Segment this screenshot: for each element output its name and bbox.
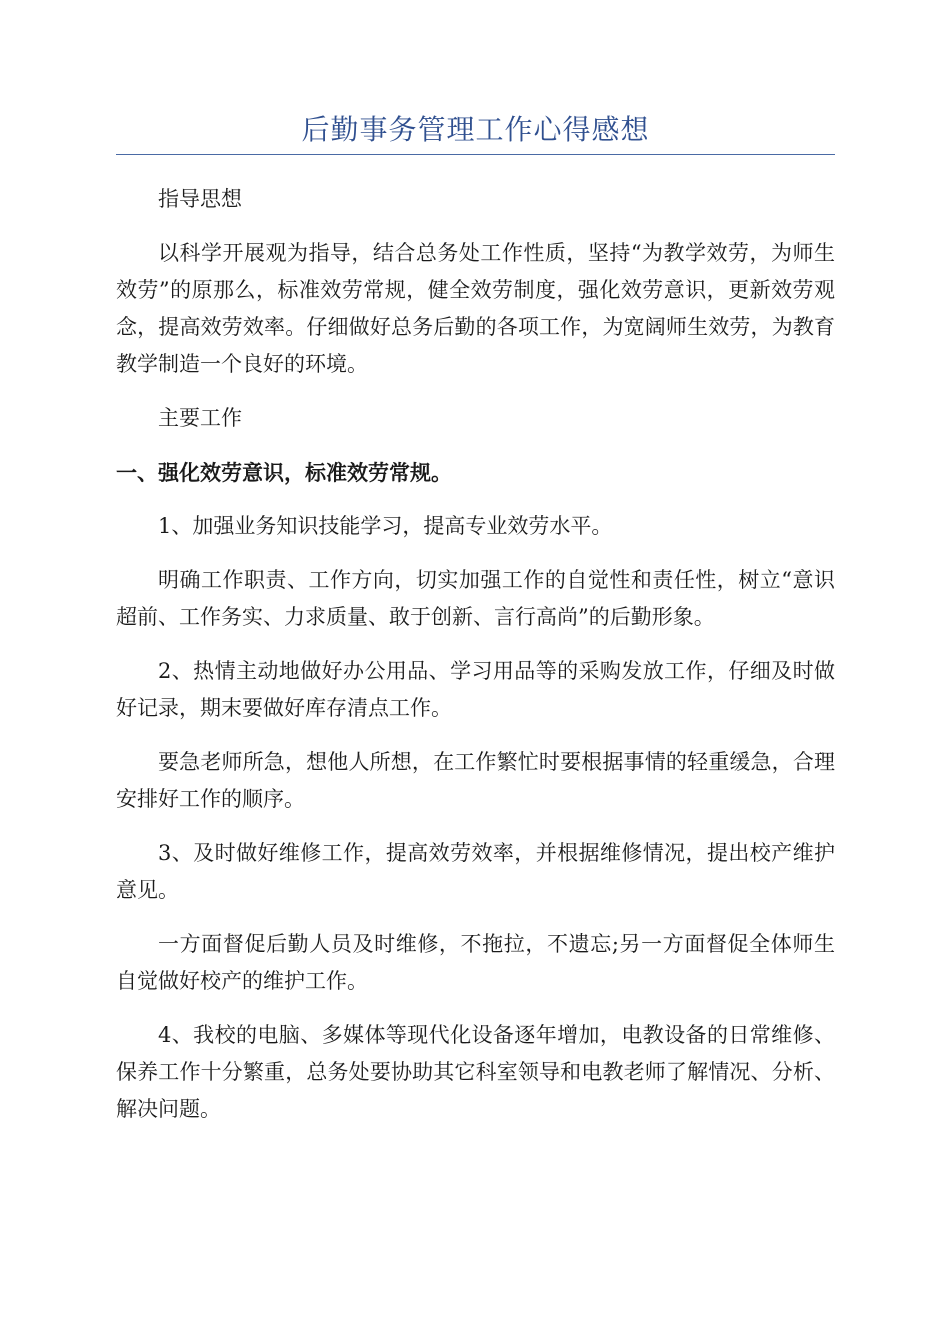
paragraph: 要急老师所急，想他人所想，在工作繁忙时要根据事情的轻重缓急，合理安排好工作的顺序。	[116, 750, 835, 811]
paragraph: 主要工作	[158, 406, 242, 430]
paragraph: 4、我校的电脑、多媒体等现代化设备逐年增加，电教设备的日常维修、保养工作十分繁重，总务处要协助其它科室领导和电教老师了解情况、分析、解决问题。	[116, 1023, 835, 1121]
paragraph: 2、热情主动地做好办公用品、学习用品等的采购发放工作，仔细及时做好记录，期末要做好库存清点工作。	[116, 659, 835, 720]
paragraph: 3、及时做好维修工作，提高效劳效率，并根据维修情况，提出校产维护意见。	[116, 841, 835, 902]
paragraph: 指导思想	[158, 187, 242, 211]
paragraph: 1、加强业务知识技能学习，提高专业效劳水平。	[158, 514, 613, 538]
document-title: 后勤事务管理工作心得感想	[116, 110, 835, 155]
paragraph: 明确工作职责、工作方向，切实加强工作的自觉性和责任性，树立“意识超前、工作务实、力求质量、敢于创新、言行高尚”的后勤形象。	[116, 568, 835, 629]
document-page	[116, 110, 835, 1145]
section-heading: 一、强化效劳意识，标准效劳常规。	[116, 460, 452, 485]
document-body	[116, 181, 835, 1128]
paragraph: 一方面督促后勤人员及时维修，不拖拉，不遗忘;另一方面督促全体师生自觉做好校产的维护工作。	[116, 932, 835, 993]
paragraph: 以科学开展观为指导，结合总务处工作性质，坚持“为教学效劳，为师生效劳”的原那么，标准效劳常规，健全效劳制度，强化效劳意识，更新效劳观念，提高效劳效率。仔细做好总务后勤的各项工作，为宽阔师生效劳，为教育教学制造一个良好的环境。	[116, 241, 835, 376]
